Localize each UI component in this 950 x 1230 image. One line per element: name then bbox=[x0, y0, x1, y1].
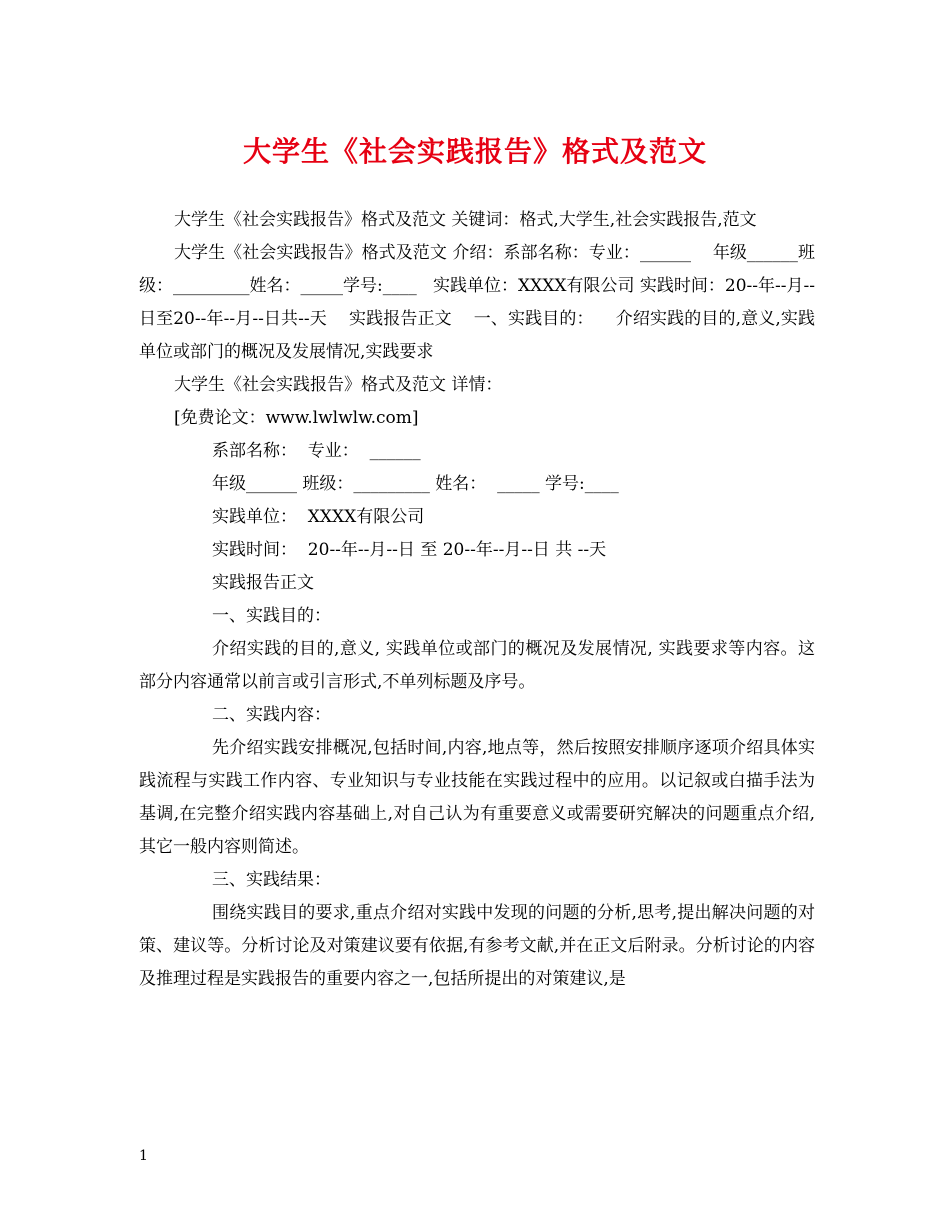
section-text-purpose: 介绍实践的目的,意义, 实践单位或部门的概况及发展情况, 实践要求等内容。这部分内容通常以前言或引言形式,不单列标题及序号。 bbox=[139, 639, 815, 692]
department-line: 系部名称： 专业： ______ bbox=[212, 441, 421, 461]
keywords-paragraph: 大学生《社会实践报告》格式及范文 关键词：格式,大学生,社会实践报告,范文 bbox=[174, 210, 757, 230]
practice-unit-line: 实践单位： XXXX有限公司 bbox=[212, 507, 425, 527]
document-title: 大学生《社会实践报告》格式及范文 bbox=[242, 135, 707, 168]
page-number: 1 bbox=[139, 1148, 148, 1164]
source-line: [免费论文：www.lwlwlw.com] bbox=[174, 408, 419, 428]
section-heading-content: 二、实践内容： bbox=[212, 705, 331, 725]
details-label: 大学生《社会实践报告》格式及范文 详情： bbox=[174, 375, 503, 395]
grade-class-line: 年级______ 班级：_________ 姓名： _____ 学号:____ bbox=[212, 474, 619, 494]
section-heading-purpose: 一、实践目的： bbox=[212, 606, 331, 626]
section-heading-results: 三、实践结果： bbox=[212, 870, 331, 890]
section-text-content: 先介绍实践安排概况,包括时间,内容,地点等，然后按照安排顺序逐项介绍具体实践流程与实践工作内容、专业知识与专业技能在实践过程中的应用。以记叙或白描手法为基调,在完整介绍实践内容基础上,对自己认为有重要意义或需要研究解决的问题重点介绍,其它一般内容则简述。 bbox=[139, 738, 815, 857]
practice-time-line: 实践时间： 20--年--月--日 至 20--年--月--日 共 --天 bbox=[212, 540, 607, 560]
report-body-heading: 实践报告正文 bbox=[212, 573, 314, 593]
document-body bbox=[139, 204, 815, 996]
intro-paragraph: 大学生《社会实践报告》格式及范文 介绍：系部名称：专业：______ 年级______班级：_________姓名：_____学号:____ 实践单位：XXXX有限公司 实践时间：20--年--月--日至20--年--月--日共--天 实践报告正文 一、实践目的： 介绍实践的目的,意义,实践单位或部门的概况及发展情况,实践要求 bbox=[139, 243, 815, 362]
section-text-results: 围绕实践目的要求,重点介绍对实践中发现的问题的分析,思考,提出解决问题的对策、建议等。分析讨论及对策建议要有依据,有参考文献,并在正文后附录。分析讨论的内容及推理过程是实践报告的重要内容之一,包括所提出的对策建议,是 bbox=[139, 903, 815, 989]
